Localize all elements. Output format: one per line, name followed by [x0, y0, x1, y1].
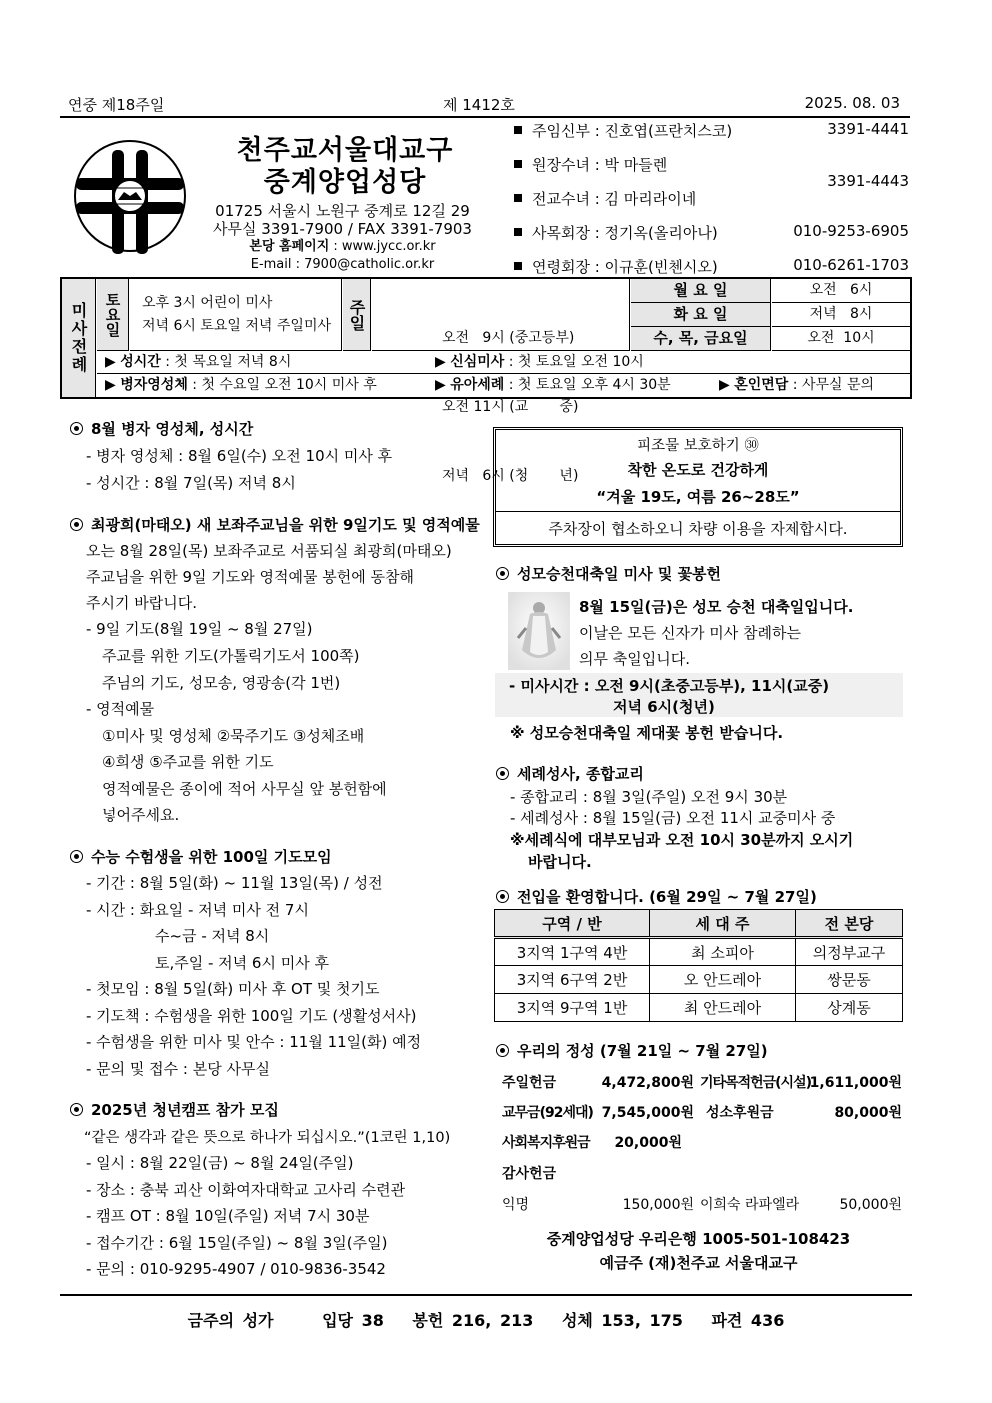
- address: 01725 서울시 노원구 중계로 12길 29: [215, 202, 470, 220]
- bullseye-icon: [496, 1044, 509, 1057]
- text-line: 주시기 바랍니다.: [86, 594, 197, 612]
- hymns-this-week: [60, 1308, 912, 1331]
- triangle-bullet-icon: ▶: [105, 354, 121, 370]
- mass-label: 미사전례: [62, 279, 96, 397]
- text-line: - 9일 기도(8월 19일 ~ 8월 27일): [86, 620, 313, 638]
- text-line: - 첫모임 : 8월 5일(화) 미사 후 OT 및 첫기도: [86, 980, 380, 998]
- weekday-wed-fri-time: 오전 10시: [772, 327, 910, 351]
- section-offerings: 우리의 정성 (7월 21일 ~ 7월 27일): [496, 1040, 768, 1061]
- section-youth-camp: 2025년 청년캠프 참가 모집: [70, 1099, 279, 1120]
- offering-row: 감사헌금: [502, 1166, 557, 1182]
- triangle-bullet-icon: ▶: [435, 354, 451, 370]
- parking-notice: 주차장이 협소하오니 차량 이용을 자제합시다.: [548, 520, 848, 538]
- creation-care-label: 피조물 보호하기 ㉚: [637, 438, 759, 454]
- homepage-link[interactable]: : www.jycc.or.kr: [329, 239, 436, 254]
- baptism-note-cont: 바랍니다.: [528, 853, 592, 871]
- triangle-bullet-icon: ▶: [435, 377, 451, 393]
- weekday-tuesday-time: 저녁 8시: [772, 303, 910, 327]
- square-bullet-icon: [514, 262, 522, 270]
- table-row: 3지역 9구역 1반 최 안드레아 상계동: [495, 994, 903, 1022]
- saturday-label: 토요일: [97, 279, 129, 351]
- mass-times-highlight: [495, 673, 903, 717]
- staff-item: 주임신부 : 진호엽(프란치스코) 3391-4441: [514, 120, 909, 144]
- text-line: - 종합교리 : 8월 3일(주일) 오전 9시 30분: [510, 788, 788, 806]
- staff-item: 원장수녀 : 박 마들렌: [514, 154, 909, 178]
- square-bullet-icon: [514, 126, 522, 134]
- text-line: “같은 생각과 같은 뜻으로 하나가 되십시오.”(1코린 1,10): [84, 1130, 451, 1146]
- mary-figure-icon: [508, 592, 570, 670]
- text-line: 주교님을 위한 9일 기도와 영적예물 봉헌에 동참해: [86, 568, 414, 586]
- section-sick-communion: 8월 병자 영성체, 성시간: [70, 418, 253, 439]
- text-line: - 문의 및 접수 : 본당 사무실: [86, 1060, 270, 1078]
- square-bullet-icon: [514, 228, 522, 236]
- new-parishioners-table: [494, 909, 903, 1022]
- assumption-mass-times-evening: 저녁 6시(청년): [613, 698, 715, 716]
- section-welcome: 전입을 환영합니다. (6월 29일 ~ 7월 27일): [496, 886, 817, 907]
- church-logo: [68, 128, 188, 258]
- square-bullet-icon: [514, 160, 522, 168]
- text-line: - 수험생을 위한 미사 및 안수 : 11월 11일(화) 예정: [86, 1033, 422, 1051]
- hymn-communion: 성체 153, 175: [561, 1311, 683, 1330]
- footer-divider: [60, 1294, 912, 1296]
- text-line: - 문의 : 010-9295-4907 / 010-9836-3542: [86, 1260, 386, 1278]
- flower-offering-note: ※ 성모승천대축일 제대꽃 봉헌 받습니다.: [510, 724, 784, 742]
- bullseye-icon: [496, 890, 509, 903]
- section-assumption: 성모승천대축일 미사 및 꽃봉헌: [496, 563, 721, 584]
- email-link[interactable]: E-mail : 7900@catholic.or.kr: [250, 257, 435, 272]
- text-line: - 장소 : 충북 괴산 이화여자대학교 고사리 수련관: [86, 1181, 406, 1199]
- section-exam-prayer: 수능 수험생을 위한 100일 기도모임: [70, 846, 332, 867]
- diocese-title: 천주교서울대교구: [236, 135, 454, 166]
- sunday-times: 오전 9시 (중고등부) 오전 11시 (교 중) 저녁 6시 (청 년): [372, 279, 630, 351]
- sunday-label: 주일: [343, 279, 371, 351]
- cross-logo-icon: [68, 128, 188, 258]
- issue-number: 제 1412호: [443, 96, 515, 114]
- assumption-image: [508, 592, 570, 670]
- top-info-bar: [60, 92, 910, 118]
- contact-block: [190, 202, 495, 274]
- column-header: 전 본당: [796, 910, 903, 938]
- hymn-recessional: 파견 436: [711, 1311, 785, 1330]
- hymns-label: 금주의 성가: [187, 1311, 274, 1330]
- mass-notes-row-2: ▶ 병자영성체 : 첫 수요일 오전 10시 미사 후 ▶ 유아세례 : 첫 토요일 오후 4시 30분 ▶ 혼인면담 : 사무실 문의: [105, 377, 875, 393]
- bullseye-icon: [70, 850, 83, 863]
- text-line: 토,주일 - 저녁 6시 미사 후: [155, 954, 329, 972]
- triangle-bullet-icon: ▶: [105, 377, 121, 393]
- text-line: ④희생 ⑤주교를 위한 기도: [102, 753, 274, 771]
- text-line: 주교를 위한 기도(가톨릭기도서 100쪽): [102, 647, 360, 665]
- saturday-times: 오후 3시 어린이 미사 저녁 6시 토요일 저녁 주일미사: [130, 279, 342, 351]
- bullseye-icon: [496, 767, 509, 780]
- bulletin-date: 2025. 08. 03: [804, 94, 900, 112]
- text-line: 주님의 기도, 성모송, 영광송(각 1번): [102, 674, 341, 692]
- assumption-mass-times: - 미사시간 : 오전 9시(초중고등부), 11시(교중): [509, 677, 830, 695]
- column-header: 구역 / 반: [495, 910, 650, 938]
- text-line: 의무 축일입니다.: [579, 650, 690, 668]
- shared-phone: 3391-4443: [827, 172, 909, 190]
- assumption-text: 8월 15일(금)은 성모 승천 대축일입니다.: [579, 598, 854, 616]
- weekday-monday-time: 오전 6시: [772, 279, 910, 303]
- bank-account: 중계양업성당 우리은행 1005-501-108423: [546, 1230, 851, 1248]
- text-line: 오는 8월 28일(목) 보좌주교로 서품되실 최광희(마태오): [86, 542, 452, 560]
- bullseye-icon: [70, 422, 83, 435]
- liturgical-week: 연중 제18주일: [68, 96, 165, 114]
- weekday-wed-fri: 수, 목, 금요일: [631, 327, 771, 351]
- column-header: 세 대 주: [650, 910, 796, 938]
- section-baptism: 세례성사, 종합교리: [496, 763, 644, 784]
- text-line: - 기간 : 8월 5일(화) ~ 11월 13일(목) / 성전: [86, 874, 383, 892]
- bullseye-icon: [70, 518, 83, 531]
- creation-care-headline: 착한 온도로 건강하게: [627, 461, 769, 479]
- text-line: - 성시간 : 8월 7일(목) 저녁 8시: [86, 474, 296, 492]
- text-line: - 일시 : 8월 22일(금) ~ 8월 24일(주일): [86, 1154, 354, 1172]
- offering-row: 주일헌금 4,472,800원 기타목적헌금(시설) 1,611,000원: [502, 1075, 902, 1091]
- offering-row: 교무금(92세대) 7,545,000원 성소후원금 80,000원: [502, 1105, 902, 1121]
- text-line: - 세례성사 : 8월 15일(금) 오전 11시 교중미사 중: [510, 809, 836, 827]
- staff-item: 전교수녀 : 김 마리라이네: [514, 188, 909, 212]
- text-line: - 기도책 : 수험생을 위한 100일 기도 (생활성서사): [86, 1007, 417, 1025]
- staff-item: 사목회장 : 정기옥(올리아나) 010-9253-6905: [514, 222, 909, 246]
- text-line: - 접수기간 : 6월 15일(주일) ~ 8월 3일(주일): [86, 1234, 388, 1252]
- staff-item: 연령회장 : 이규훈(빈첸시오) 010-6261-1703: [514, 256, 909, 280]
- mass-notes-row-1: ▶ 성시간 : 첫 목요일 저녁 8시 ▶ 신심미사 : 첫 토요일 오전 10시: [97, 351, 910, 374]
- text-line: 넣어주세요.: [102, 806, 180, 824]
- account-holder: 예금주 (재)천주교 서울대교구: [599, 1254, 798, 1272]
- text-line: 영적예물은 종이에 적어 사무실 앞 봉헌함에: [102, 780, 387, 798]
- square-bullet-icon: [514, 194, 522, 202]
- text-line: - 캠프 OT : 8월 10일(주일) 저녁 7시 30분: [86, 1207, 370, 1225]
- text-line: ①미사 및 영성체 ②묵주기도 ③성체조배: [102, 727, 365, 745]
- text-line: - 병자 영성체 : 8월 6일(수) 오전 10시 미사 후: [86, 447, 393, 465]
- bullseye-icon: [496, 567, 509, 580]
- weekday-monday: 월 요 일: [631, 279, 771, 303]
- section-bishop-novena: 최광희(마태오) 새 보좌주교님을 위한 9일기도 및 영적예물: [70, 514, 480, 535]
- offering-row: 익명 150,000원 이희숙 라파엘라 50,000원: [502, 1197, 902, 1213]
- notice-box: [493, 427, 903, 547]
- office-phone: 사무실 3391-7900 / FAX 3391-7903: [213, 220, 472, 238]
- text-line: 수~금 - 저녁 8시: [155, 927, 270, 945]
- baptism-note: ※세례식에 대부모님과 오전 10시 30분까지 오시기: [510, 831, 854, 849]
- bullseye-icon: [70, 1103, 83, 1116]
- hymn-offertory: 봉헌 216, 213: [412, 1311, 534, 1330]
- table-row: 3지역 6구역 2반 오 안드레아 쌍문동: [495, 966, 903, 994]
- offering-row: 사회복지후원금 20,000원: [502, 1135, 682, 1151]
- creation-care-quote: “겨울 19도, 여름 26~28도”: [596, 488, 800, 506]
- triangle-bullet-icon: ▶: [719, 377, 735, 393]
- weekday-tuesday: 화 요 일: [631, 303, 771, 327]
- hymn-entrance: 입당 38: [322, 1311, 384, 1330]
- parish-title: 중계양업성당: [263, 167, 427, 198]
- homepage-label: 본당 홈페이지: [249, 239, 330, 254]
- text-line: - 영적예물: [86, 700, 155, 718]
- text-line: 이날은 모든 신자가 미사 참례하는: [579, 624, 801, 642]
- table-row: 3지역 1구역 4반 최 소피아 의정부교구: [495, 938, 903, 966]
- text-line: - 시간 : 화요일 - 저녁 미사 전 7시: [86, 901, 309, 919]
